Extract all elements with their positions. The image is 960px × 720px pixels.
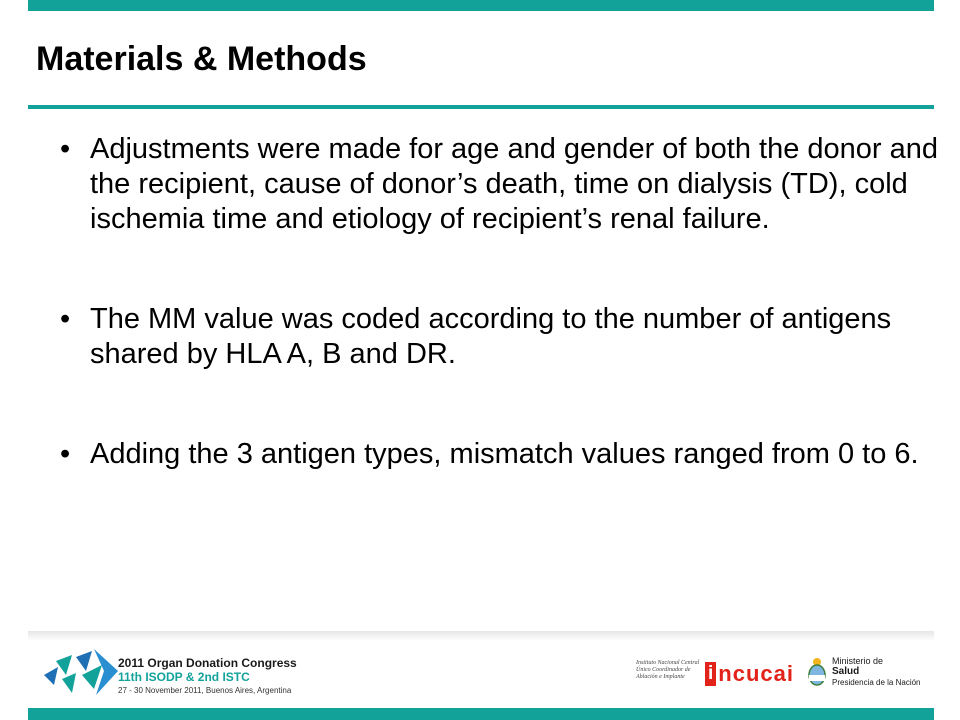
ministry-logo: [832, 656, 921, 688]
ministry-label: Ministerio de: [832, 656, 884, 666]
slide-title: Materials & Methods: [36, 40, 367, 78]
bullet-text: Adjustments were made for age and gender of both the donor and the recipient, cause of donor’s death, time on dialysis (TD), cold ischemia time and etiology of recipient’s renal failure.: [90, 133, 939, 235]
congress-info: [118, 656, 297, 696]
congress-dates: 27 - 30 November 2011, Buenos Aires, Argentina: [118, 686, 292, 695]
bullet-item: [60, 302, 940, 372]
bullet-dot: •: [60, 438, 71, 470]
bullet-text: Adding the 3 antigen types, mismatch values ranged from 0 to 6.: [90, 438, 919, 470]
bullet-item: [60, 132, 940, 237]
congress-title: 2011 Organ Donation Congress: [118, 656, 297, 670]
bullet-dot: •: [60, 303, 71, 335]
bullet-list: [60, 132, 940, 537]
bullet-dot: •: [60, 133, 71, 165]
bullet-item: [60, 437, 940, 472]
top-accent-bar: [28, 0, 934, 11]
congress-arrow-logo: [42, 645, 120, 701]
institute-text: Instituto Nacional Central Único Coordinador de Ablación e Implante: [636, 660, 700, 680]
bottom-accent-bar: [28, 708, 934, 720]
footer-separator: [28, 631, 934, 641]
ministry-name: Salud: [832, 666, 860, 677]
title-divider: [28, 105, 934, 109]
incucai-logo: [705, 661, 794, 687]
incucai-logo-i: i: [705, 662, 716, 686]
coat-of-arms-icon: [806, 656, 828, 688]
bullet-text: The MM value was coded according to the number of antigens shared by HLA A, B and DR.: [90, 303, 892, 370]
incucai-logo-text: ncucai: [718, 661, 794, 686]
congress-subtitle: 11th ISODP & 2nd ISTC: [118, 670, 250, 684]
ministry-presidency: Presidencia de la Nación: [832, 678, 921, 687]
